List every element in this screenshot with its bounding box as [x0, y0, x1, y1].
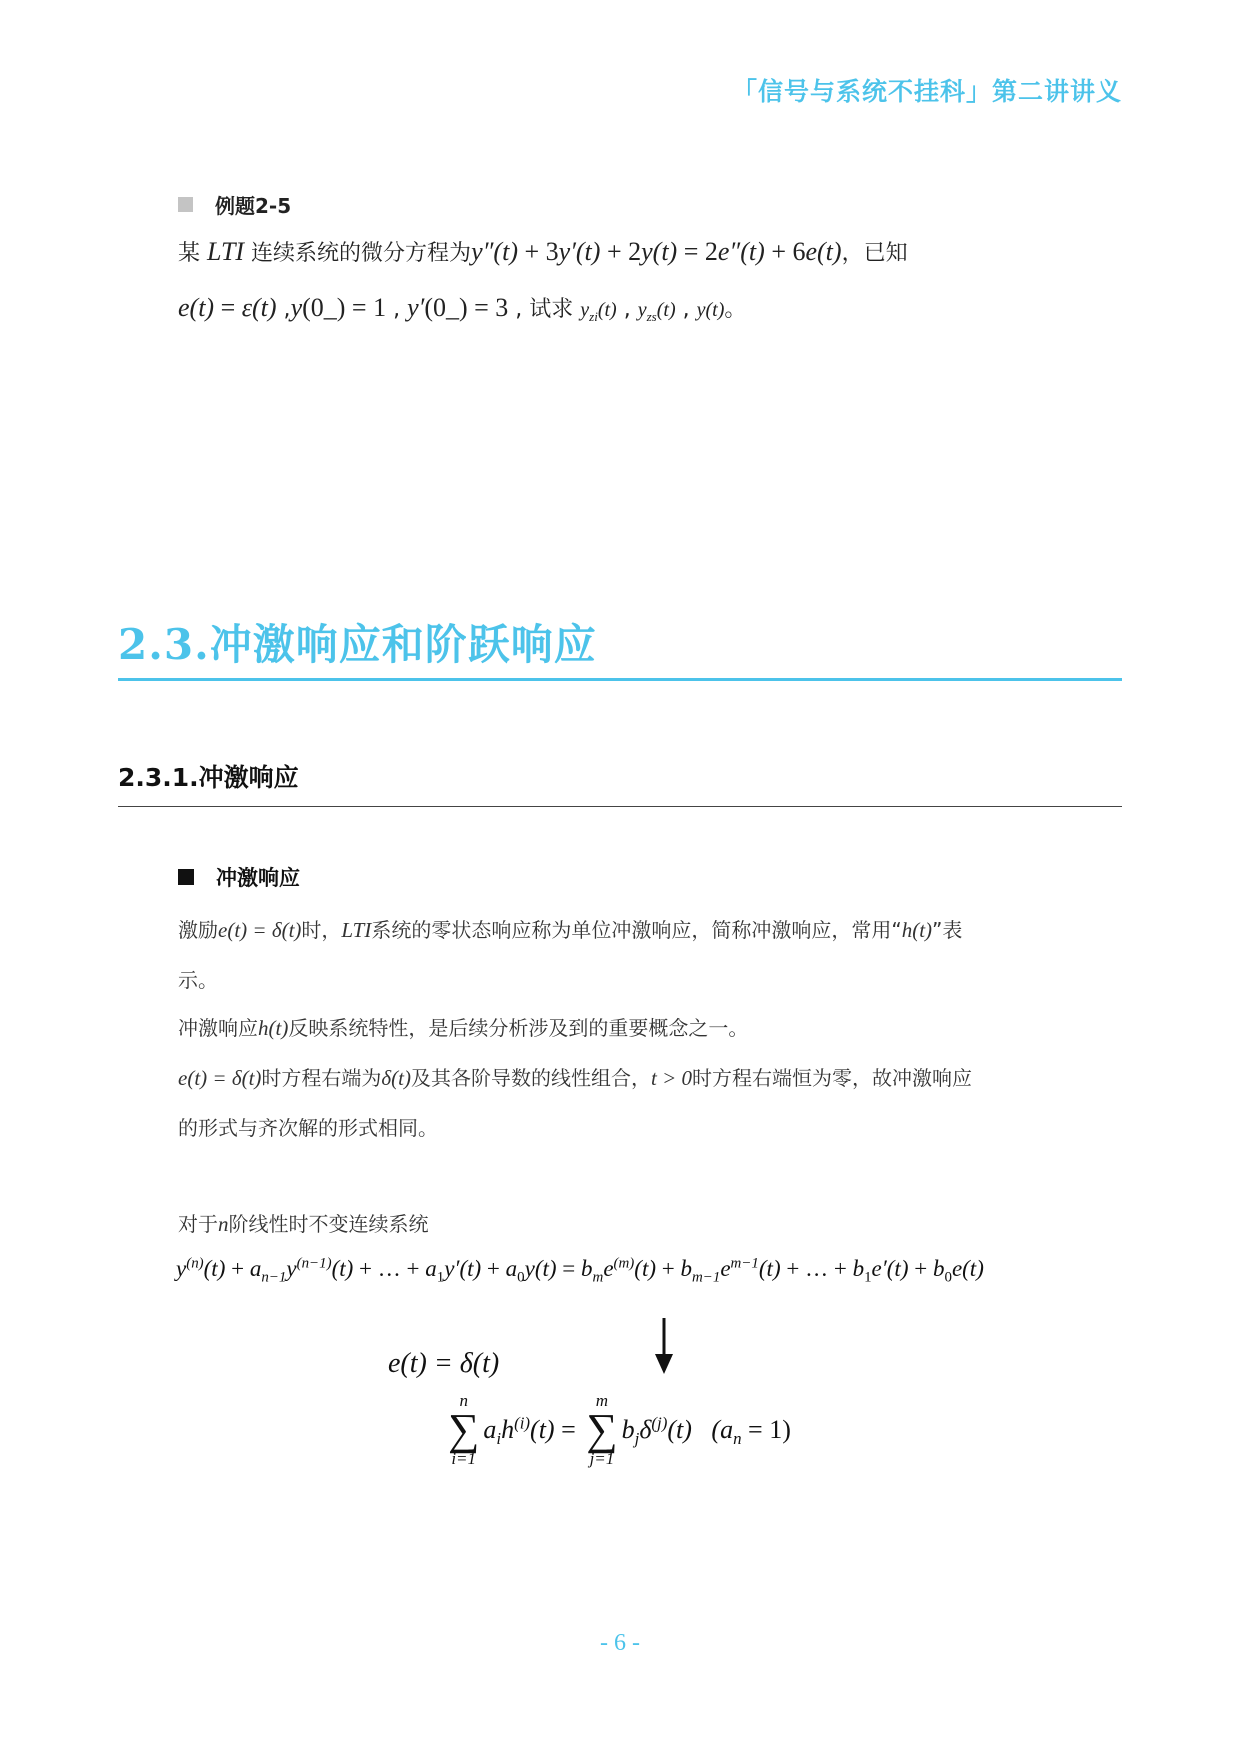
math-lti: LTI [207, 237, 245, 266]
running-header: 「信号与系统不挂科」第二讲讲义 [731, 77, 1122, 106]
bullet-title [178, 862, 300, 892]
text: , [386, 297, 408, 322]
paragraph-3 [178, 1062, 972, 1091]
math-initial-dy: y′(0_) = 3 [407, 293, 509, 322]
paragraph-1-wrap: 示。 [178, 968, 218, 992]
sigma-icon: ∑ [448, 1405, 480, 1454]
section-rule [118, 678, 1122, 681]
text: ，已知 [841, 241, 908, 266]
text: 及其各阶导数的线性组合， [411, 1066, 651, 1090]
paragraph-2 [178, 1012, 748, 1041]
text: 反映系统特性，是后续分析涉及到的重要概念之一。 [288, 1016, 749, 1040]
math: e(t) = δ(t) [218, 918, 302, 942]
paragraph-1 [178, 914, 962, 943]
math-differential-equation: y″(t) + 3y′(t) + 2y(t) = 2e″(t) + 6e(t) [471, 237, 842, 266]
general-differential-equation: $y^{(n)}(t) + a_{n-1}y^{(n-1)}(t)$ + … + $a_1y'(t) + a_0y(t) = b_me^{(m)}(t) + b_{m-1}e^{m-1}(t)$ + … + $b_1e'(t) + b_0e(t)$ [176, 1255, 984, 1286]
sum-upper-limit: n [459, 1391, 468, 1410]
paragraph-4 [178, 1208, 429, 1237]
example-label: 例题2-5 [215, 194, 292, 218]
example-line-1 [178, 236, 908, 267]
text: 系统的零状态响应称为单位冲激响应，简称冲激响应，常用“ [371, 918, 902, 942]
text: 激励 [178, 918, 218, 942]
math-excitation: e(t) = ε(t) [178, 293, 277, 322]
bullet-title-text: 冲激响应 [216, 866, 300, 890]
math-initial-y: y(0_) = 1 [290, 293, 387, 322]
text: 冲激响应 [178, 1016, 258, 1040]
math: e(t) = δ(t) [178, 1066, 262, 1090]
text: 连续系统的微分方程为 [244, 241, 472, 266]
subsection-title: 2.3.1.冲激响应 [118, 763, 299, 792]
text: 对于 [178, 1212, 218, 1236]
text: , [276, 297, 291, 322]
sum-lower-limit: i=1 [451, 1449, 477, 1468]
math: n [218, 1212, 229, 1236]
text: 阶线性时不变连续系统 [228, 1212, 429, 1236]
sigma-icon: ∑ [586, 1405, 618, 1454]
math-yzi: $y_{zi}(t)$ [580, 299, 617, 324]
math-y: y(t) [696, 299, 725, 321]
black-square-bullet-icon [178, 869, 194, 885]
math: δ(t) [381, 1066, 411, 1090]
text: 时， [301, 918, 342, 942]
section-title: 2.3.冲激响应和阶跃响应 [118, 620, 597, 669]
sum-upper-limit: m [595, 1391, 609, 1410]
text: 时方程右端恒为零，故冲激响应 [692, 1066, 973, 1090]
substitution-equation: e(t) = δ(t) [388, 1348, 500, 1379]
down-arrow-icon [654, 1318, 674, 1374]
math: t > 0 [651, 1066, 693, 1090]
gray-square-bullet-icon [178, 197, 193, 212]
math: h(t) [901, 918, 933, 942]
sum-lower-limit: j=1 [589, 1449, 615, 1468]
text: 时方程右端为 [261, 1066, 382, 1090]
math: h(t) [258, 1016, 289, 1040]
text: , [675, 297, 697, 322]
example-line-2 [178, 292, 746, 323]
text: ”表 [932, 918, 963, 942]
text: , [616, 297, 638, 322]
example-title [178, 190, 291, 219]
text: , 试求 [508, 297, 581, 322]
math-yzs: $y_{zs}(t)$ [637, 299, 676, 324]
summation-equation: n ∑ i=1 $a_ih^{(i)}(t)$ = m ∑ j=1 $b_j\delta^{(j)}(t)$ $(a_n = 1)$ [448, 1391, 791, 1468]
math: LTI [341, 918, 372, 942]
sum-lhs [448, 1392, 479, 1468]
text: 某 [178, 241, 207, 266]
subsection-rule [118, 806, 1122, 807]
page-number: - 6 - [600, 1630, 640, 1656]
paragraph-3-wrap: 的形式与齐次解的形式相同。 [178, 1116, 438, 1140]
text: 。 [724, 297, 747, 322]
sum-rhs [586, 1392, 617, 1468]
